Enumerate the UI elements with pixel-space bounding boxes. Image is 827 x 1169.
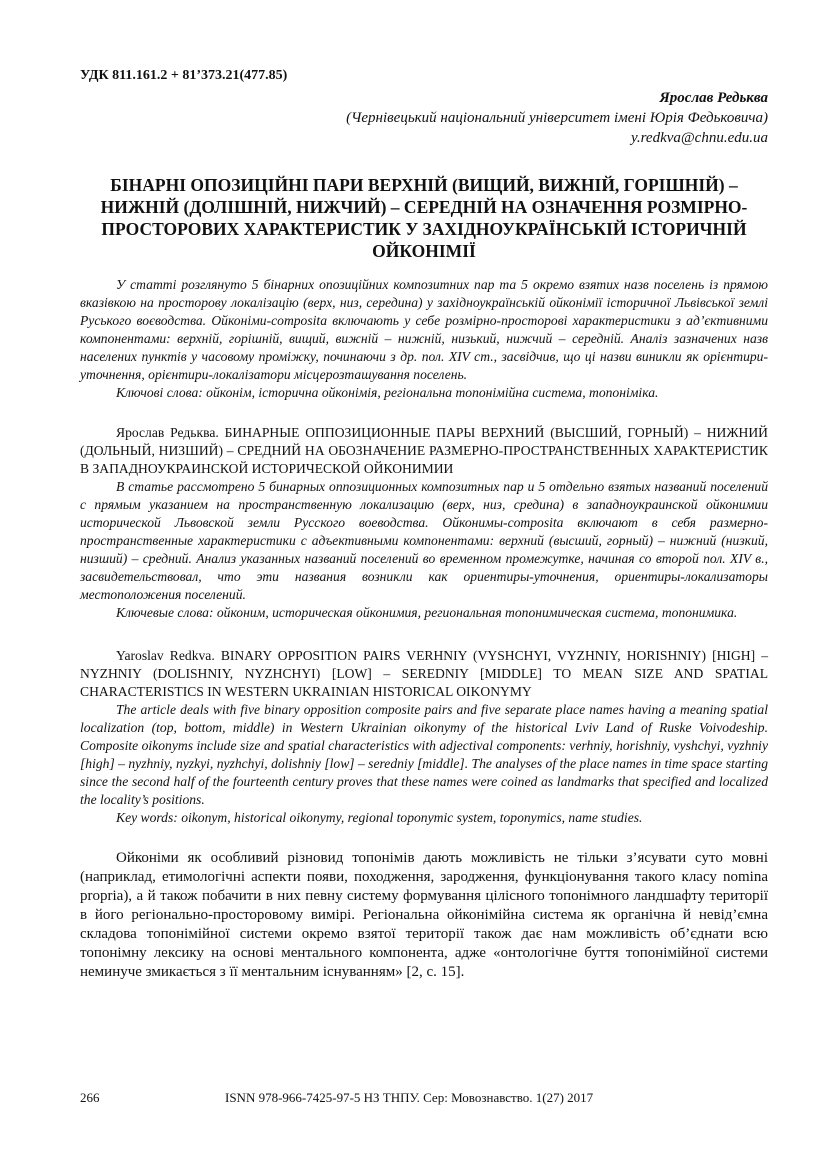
body-paragraph: Ойконіми як особливий різновид топонімів дають можливість не тільки з’ясувати суто мовні (наприклад, етимологічні аспекти появи, походження, зародження, функціонування такого класу nomina proрria), а й також побачити в них певну систему формування цілісного топонімного ландшафту території в його регіонально-просторовому вимірі. Регіональна ойконімійна система як органічна й невід’ємна складова топонімійної системи окремо взятої території також дає нам можливість об’єднати всю топонімну лексику на основі ментального компонента, адже «онтологічне буття топонімійної системи неминуче змикається з її ментальним існуванням» [2, с. 15]. [80,850,768,980]
article-title: БІНАРНІ ОПОЗИЦІЙНІ ПАРИ ВЕРХНІЙ (ВИЩИЙ, ВИЖНІЙ, ГОРІШНІЙ) – НИЖНІЙ (ДОЛІШНІЙ, НИЖЧИЙ) – СЕРЕДНІЙ НА ОЗНАЧЕННЯ РОЗМІРНО-ПРОСТОРОВИХ ХАРАКТЕРИСТИК У ЗАХІДНОУКРАЇНСЬКІЙ ІСТОРИЧНІЙ ОЙКОНІМІЇ [100,175,748,261]
author-email: y.redkva@chnu.edu.ua [631,130,768,146]
abstract-uk-text: У статті розглянуто 5 бінарних опозиційних композитних пар та 5 окремо взятих назв поселень із прямою вказівкою на просторову локалізацію (верх, низ, середина) у західноукраїнській ойконімії історичної Львівської землі Руського воєводства. Ойконіми-composita включають у себе розмірно-просторові характеристики з ад’єктивними компонентами: верхній, горішній, вищий, вижній – нижній, низький, нижчий – середній. Аналіз зазначених назв населених пунктів у часовому проміжку, починаючи з др. пол. XIV ст., засвідчив, що ці назви виникли як орієнтири-уточнення, орієнтири-локалізатори місцерозташування поселень. [80,277,768,382]
author-block [80,88,768,148]
abstract-uk-keywords: Ключові слова: ойконім, історична ойконімія, регіональна топонімійна система, топоніміка. [116,385,659,400]
udc-code: УДК 811.161.2 + 81’373.21(477.85) [80,68,288,83]
abstract-ru-text: В статье рассмотрено 5 бинарных оппозиционных композитных пар и 5 отдельно взятых названий поселений с прямым указанием на пространственную локализацию (верх, низ, средина) в западноукраинской ойконимии исторической Львовской земли Русского воеводства. Ойконимы-composita включают в себя размерно-пространственные характеристики с адъективными компонентами: верхний (высший, горный) – нижний (низкий, низший) – средний. Анализ указанных названий поселений во временном промежутке, начиная со второй пол. XIV в., засвидетельствовал, что эти названия возникли как ориентиры-уточнения, ориентиры-локализаторы местоположения поселений. [80,479,768,602]
author-name: Ярослав Редьква [659,90,768,106]
abstract-ukrainian [80,276,768,402]
abstract-english [80,647,768,827]
journal-info: ISNN 978-966-7425-97-5 НЗ ТНПУ. Сер: Мовознавство. 1(27) 2017 [225,1090,594,1105]
article-page [80,68,768,982]
abstract-ru-heading: Ярослав Редьква. БИНАРНЫЕ ОППОЗИЦИОННЫЕ ПАРЫ ВЕРХНИЙ (ВЫСШИЙ, ГОРНЫЙ) – НИЖНИЙ (ДОЛЬНЫЙ, НИЗШИЙ) – СРЕДНИЙ НА ОБОЗНАЧЕНИЕ РАЗМЕРНО-ПРОСТРАНСТВЕННЫХ ХАРАКТЕРИСТИК В ЗАПАДНОУКРАИНСКОЙ ИСТОРИЧЕСКОЙ ОЙКОНИМИИ [80,425,768,476]
abstract-russian [80,424,768,622]
abstract-en-keywords: Key words: oikonym, historical oikonymy, regional toponymic system, toponymics, name studies. [116,810,643,825]
page-number: 266 [80,1090,100,1105]
abstract-en-heading: Yaroslav Redkva. BINARY OPPOSITION PAIRS VERHNIY (VYSHCHYI, VYZHNIY, HORISHNIY) [HIGH] – NYZHNIY (DOLISHNIY, NYZHCHYI) [LOW] – SEREDNIY [MIDDLE] TO MEAN SIZE AND SPATIAL CHARACTERISTICS IN WESTERN UKRAINIAN HISTORICAL OIKONYMY [80,648,768,699]
abstract-en-text: The article deals with five binary opposition composite pairs and five separate place names having a meaning spatial localization (top, bottom, middle) in Western Ukrainian oikonymy of the historical Lviv Land of Ruske Voivodeship. Composite oikonyms include size and spatial characteristics with adjectival components: verhniy, horishniy, vyshchyi, vyzhniy [high] – nyzhniy, nyzkyi, nyzhchyi, dolishniy [low] – seredniy [middle]. The analyses of the place names in time space starting since the second half of the fourteenth century proves that these names were coined as landmarks that specified and localized the locality’s positions. [80,702,768,807]
author-affiliation: (Чернівецький національний університет імені Юрія Федьковича) [346,110,768,126]
abstract-ru-keywords: Ключевые слова: ойконим, историческая ойконимия, региональная топонимическая система, топонимика. [116,605,738,620]
